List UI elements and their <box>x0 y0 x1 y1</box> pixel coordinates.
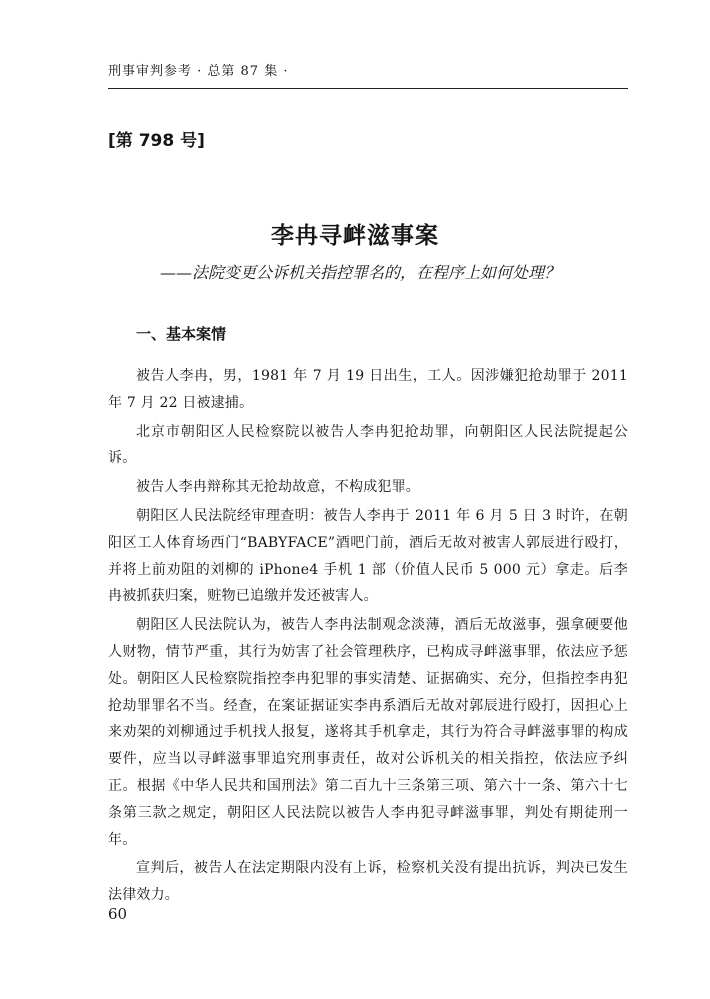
case-number: [第 798 号] <box>108 131 205 151</box>
paragraph-defense: 被告人李冉辩称其无抢劫故意，不构成犯罪。 <box>136 479 420 496</box>
header-divider <box>108 88 628 89</box>
case-subtitle: ——法院变更公诉机关指控罪名的，在程序上如何处理？ <box>160 263 561 282</box>
paragraph-court-opinion: 朝阳区人民法院认为，被告人李冉法制观念淡薄，酒后无故滋事，强拿硬要他人财物，情节严重，其行为妨害了社会管理秩序，已构成寻衅滋事罪，依法应予惩处。朝阳区人民检察院指控李冉犯罪的事实清楚、证据确实、充分，但指控李冉犯抢劫罪罪名不当。经查，在案证据证实李冉系酒后无故对郭辰进行殴打，因担心上来劝架的刘柳通过手机找人报复，遂将其手机拿走，其行为符合寻衅滋事罪的构成要件，应当以寻衅滋事罪追究刑事责任，故对公诉机关的相关指控，依法应予纠正。根据《中华人民共和国刑法》第二百九十三条第三项、第六十一条、第六十七条第三款之规定，朝阳区人民法院以被告人李冉犯寻衅滋事罪，判处有期徒刑一年。 <box>108 617 628 848</box>
section-heading: 一、基本案情 <box>136 325 227 343</box>
paragraph-prosecution: 北京市朝阳区人民检察院以被告人李冉犯抢劫罪，向朝阳区人民法院提起公诉。 <box>108 423 628 467</box>
paragraph-judgment-effect: 宣判后，被告人在法定期限内没有上诉，检察机关没有提出抗诉，判决已发生法律效力。 <box>108 860 628 904</box>
page-number: 60 <box>108 905 128 923</box>
body-text <box>108 363 628 911</box>
case-title: 李冉寻衅滋事案 <box>271 223 439 249</box>
paragraph-facts: 朝阳区人民法院经审理查明：被告人李冉于 2011 年 6 月 5 日 3 时许，在朝阳区工人体育场西门“BABYFACE”酒吧门前，酒后无故对被害人郭辰进行殴打，并将上前劝阻的刘柳的 iPhone4 手机 1 部（价值人民币 5 000 元）拿走。后李冉被抓获归案，赃物已追缴并发还被害人。 <box>108 507 628 605</box>
running-header: 刑事审判参考 · 总第 87 集 · <box>108 64 289 79</box>
paragraph-defendant-info: 被告人李冉，男，1981 年 7 月 19 日出生，工人。因涉嫌犯抢劫罪于 2011 年 7 月 22 日被逮捕。 <box>108 368 628 411</box>
